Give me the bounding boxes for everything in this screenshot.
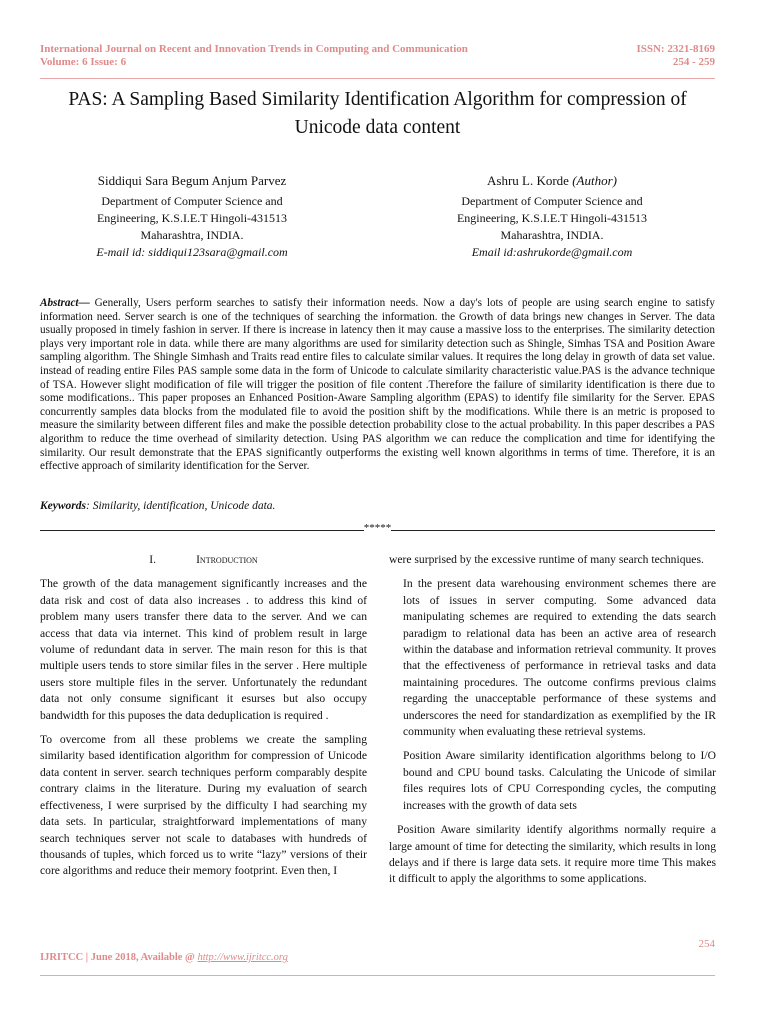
author-role: (Author) (572, 173, 617, 188)
author-email: Email id:ashrukorde@gmail.com (471, 245, 633, 259)
author-place: Maharashtra, INDIA. (140, 228, 244, 242)
journal-name: International Journal on Recent and Innovation Trends in Computing and Communication (40, 43, 468, 55)
paragraph: Position Aware similarity identification algorithms belong to I/O bound and CPU bound tasks. Calculating the Unicode of similar files requires lots of CPU Corresponding cycles, the computing increases with the growth of data sets (403, 749, 716, 812)
left-column (40, 552, 367, 888)
issn-header (636, 43, 715, 69)
footer-rule (40, 975, 715, 976)
separator-line-right (391, 530, 715, 531)
keywords (40, 500, 715, 512)
issn: ISSN: 2321-8169 (636, 43, 715, 55)
author-institution: Engineering, K.S.I.E.T Hingoli-431513 (456, 211, 648, 225)
section-number: I. (149, 553, 157, 566)
paragraph: Position Aware similarity identify algorithms normally require a large amount of time for detecting the similarity, which results in long delays and if there is large data sets. it require more time This makes it difficult to apply the algorithms to some applications. (389, 823, 716, 886)
paragraph: were surprised by the excessive runtime of many search techniques. (389, 553, 704, 566)
paragraph: The growth of the data management significantly increases and the data risk and cost of data also increases . to address this kind of problem many users transfer there data to the server. And we can access that data via internet. This kind of problem result in large volume of redundant data in server. The main reson for this is that multiple users tends to store similar files in the server . Here multiple users store multiple files in the server. Unfortunately the redundant data not only consume significant it esurses but also occupy bandwidth for this puposes the data deduplication is required . (40, 577, 367, 722)
author-name: Siddiqui Sara Begum Anjum Parvez (97, 173, 287, 188)
author-email: E-mail id: siddiqui123sara@gmail.com (96, 245, 288, 259)
author-block (40, 172, 715, 262)
footer-text: IJRITCC | June 2018, Available @ (40, 952, 198, 963)
author-name: Ashru L. Korde (487, 173, 569, 188)
author-2 (402, 172, 702, 261)
author-1 (42, 172, 342, 261)
separator-stars: ***** (363, 522, 392, 534)
keywords-text: : Similarity, identification, Unicode data. (86, 500, 276, 512)
journal-header (40, 43, 468, 69)
section-heading (40, 552, 367, 568)
abstract-text: Generally, Users perform searches to satisfy their information needs. Now a day's lots of people are using search engine to satisfy information need. Server search is one of the techniques of searching the information. the Growth of data brings new changes in Server. The data usually proposed in timely fashion in server. If there is increase in latency then it may cause a massive loss to the enterprises. The similarity detection plays very important role in data. while there are many algorithms are used for similarity detection such as Shingle, Simhas TSA and Position Aware sampling algorithm. The Shingle Simhash and Traits read entire files to calculate similar values. It requires the long delay in growth of data set value. instead of reading entire Files PAS sample some data in the form of Unicode to calculate similarity characteristic value.PAS is the advance technique of TSA. However slight modification of file will trigger the position of file content .Therefore the failure of similarity identification is there due to some modifications.. This paper proposes an Enhanced Position-Aware Sampling algorithm (EPAS) to identify file similarity for the Server. EPAS concurrently samples data blocks from the modulated file to avoid the position shift by the modifications. While there is an metric is proposed to measure the similarity between different files and make the possible detection probability close to the actual probability. In this paper describes a PAS algorithm to reduce the time overhead of similarity detection. Using PAS algorithm we can reduce the complication and time for identifying the similarity. Our result demonstrate that the EPAS significantly outperforms the existing well known algorithms in terms of time. Therefore, it is an effective approach of similarity identification for the Server. (40, 297, 716, 473)
author-dept: Department of Computer Science and (101, 194, 283, 208)
journal-volume: Volume: 6 Issue: 6 (40, 56, 127, 68)
paragraph: To overcome from all these problems we create the sampling similarity based identification algorithm for compression of Unicode data content in server. search techniques perform comparably despite contrary claims in the literature. During my evaluation of search effectiveness, I were surprised by the difficulty I had searching my data sets. In particular, straightforward implementations of many search techniques server not scale to databases with hundreds of thousands of tuples, which forced us to write “lazy” versions of their core algorithms and reduce their memory footprint. Even then, I (40, 733, 367, 878)
header-rule (40, 78, 715, 79)
section-separator (40, 523, 715, 533)
author-institution: Engineering, K.S.I.E.T Hingoli-431513 (96, 211, 288, 225)
author-dept: Department of Computer Science and (461, 194, 643, 208)
page-range: 254 - 259 (672, 56, 715, 68)
abstract (40, 297, 715, 474)
section-title: Introduction (196, 553, 258, 566)
right-column (389, 552, 716, 896)
journal-link[interactable]: http://www.ijritcc.org (197, 952, 288, 963)
footer (40, 952, 288, 963)
keywords-label: Keywords (40, 500, 86, 512)
abstract-dash: — (78, 297, 95, 309)
author-place: Maharashtra, INDIA. (500, 228, 604, 242)
abstract-label: Abstract (40, 297, 79, 309)
page-number: 254 (698, 938, 715, 950)
paragraph: In the present data warehousing environment schemes there are lots of issues in server computing. Some advanced data manipulating schemes are required to extending the dats search paradigm to relational data has been an active area of research within the database and information retrieval community. It proves that the effectiveness of performance in retrieval tasks and data maintaining procedures. The outcome confirms previous claims regarding the unacceptable performance of these systems and underscores the need for standardization as exemplified by the IR community when evaluating these retrieval systems. (403, 577, 716, 739)
paper-title: PAS: A Sampling Based Similarity Identification Algorithm for compression of Unicode data content (68, 89, 687, 138)
separator-line-left (40, 530, 364, 531)
